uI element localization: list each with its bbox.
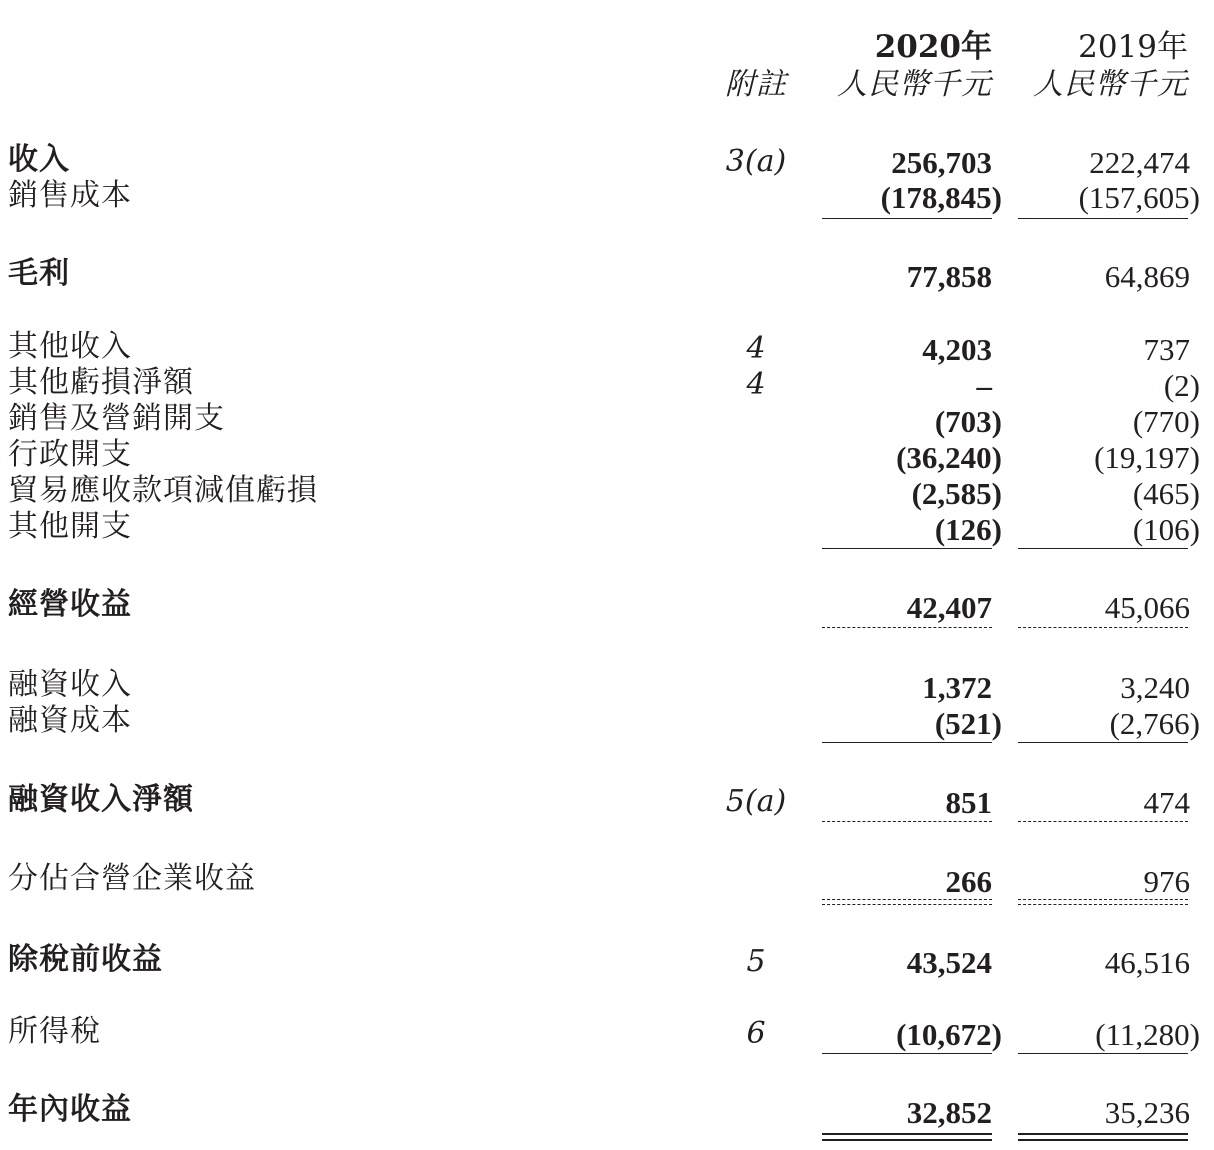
- row-2019-admin-expenses: (19,197): [1094, 440, 1200, 475]
- row-2019-selling-marketing: (770): [1132, 404, 1200, 439]
- rule-dashed-double: [1018, 904, 1188, 905]
- row-label-cost-of-sales: 銷售成本: [8, 178, 132, 213]
- row-note-income-tax: 6: [746, 1016, 766, 1051]
- row-2019-finance-costs: (2,766): [1109, 706, 1200, 741]
- row-2019-profit-before-tax: 46,516: [1104, 945, 1190, 980]
- rule-single: [1018, 1053, 1188, 1054]
- row-label-impairment: 貿易應收款項減值虧損: [8, 473, 318, 508]
- row-2019-revenue: 222,474: [1089, 145, 1190, 180]
- row-2019-profit-for-year: 35,236: [1104, 1095, 1190, 1130]
- row-label-income-tax: 所得稅: [8, 1014, 101, 1049]
- header-year-2020: 2020年: [874, 29, 992, 65]
- row-note-profit-before-tax: 5: [746, 944, 766, 979]
- row-2020-gross-profit: 77,858: [906, 259, 992, 294]
- row-2019-cost-of-sales: (157,605): [1078, 180, 1200, 215]
- rule-single: [822, 548, 992, 549]
- row-2020-finance-costs: (521): [934, 706, 1002, 741]
- header-currency-2019: 人民幣千元: [1033, 67, 1188, 102]
- rule-dashed-double: [822, 904, 992, 905]
- row-2020-other-net-loss: –: [976, 368, 992, 403]
- row-2019-net-finance-income: 474: [1143, 785, 1190, 820]
- row-2019-other-net-loss: (2): [1163, 368, 1200, 403]
- rule-double: [822, 1133, 992, 1135]
- rule-single: [1018, 742, 1188, 743]
- row-2019-other-income: 737: [1143, 332, 1190, 367]
- row-label-gross-profit: 毛利: [8, 256, 70, 291]
- header-year-2019: 2019年: [1078, 29, 1188, 65]
- rule-single: [1018, 548, 1188, 549]
- row-2019-finance-income: 3,240: [1120, 670, 1190, 705]
- rule-double: [1018, 1139, 1188, 1141]
- row-label-admin-expenses: 行政開支: [8, 437, 132, 472]
- row-label-net-finance-income: 融資收入淨額: [8, 782, 194, 817]
- header-currency-2020: 人民幣千元: [837, 67, 992, 102]
- row-label-selling-marketing: 銷售及營銷開支: [8, 401, 225, 436]
- row-2020-operating-profit: 42,407: [906, 590, 992, 625]
- row-note-other-income: 4: [746, 331, 766, 366]
- row-2019-operating-profit: 45,066: [1104, 590, 1190, 625]
- row-2020-impairment: (2,585): [911, 476, 1002, 511]
- row-label-profit-before-tax: 除稅前收益: [8, 942, 163, 977]
- rule-dashed-double: [1018, 899, 1188, 900]
- row-label-revenue: 收入: [8, 142, 70, 177]
- row-label-finance-income: 融資收入: [8, 667, 132, 702]
- row-2020-revenue: 256,703: [891, 145, 992, 180]
- row-2020-profit-before-tax: 43,524: [906, 945, 992, 980]
- rule-dashed: [822, 821, 992, 822]
- row-note-revenue: 3(a): [725, 144, 787, 179]
- rule-dashed-double: [822, 899, 992, 900]
- rule-dashed: [1018, 627, 1188, 628]
- rule-single: [1018, 218, 1188, 219]
- rule-double: [822, 1139, 992, 1141]
- row-2019-impairment: (465): [1132, 476, 1200, 511]
- row-2020-other-expenses: (126): [934, 512, 1002, 547]
- row-2019-share-jv: 976: [1143, 864, 1190, 899]
- row-note-net-finance-income: 5(a): [725, 784, 787, 819]
- rule-dashed: [822, 627, 992, 628]
- row-2020-finance-income: 1,372: [922, 670, 992, 705]
- row-2020-other-income: 4,203: [922, 332, 992, 367]
- row-2019-gross-profit: 64,869: [1104, 259, 1190, 294]
- row-2020-net-finance-income: 851: [945, 785, 992, 820]
- row-2020-share-jv: 266: [945, 864, 992, 899]
- row-label-other-income: 其他收入: [8, 329, 132, 364]
- header-note-label: 附註: [725, 67, 787, 102]
- row-2020-income-tax: (10,672): [896, 1017, 1002, 1052]
- rule-single: [822, 742, 992, 743]
- row-2019-other-expenses: (106): [1132, 512, 1200, 547]
- row-label-other-expenses: 其他開支: [8, 509, 132, 544]
- row-label-profit-for-year: 年內收益: [8, 1092, 132, 1127]
- rule-single: [822, 218, 992, 219]
- row-2020-admin-expenses: (36,240): [896, 440, 1002, 475]
- row-label-operating-profit: 經營收益: [8, 587, 132, 622]
- row-label-finance-costs: 融資成本: [8, 703, 132, 738]
- row-2019-income-tax: (11,280): [1095, 1017, 1200, 1052]
- row-2020-profit-for-year: 32,852: [906, 1095, 992, 1130]
- rule-single: [822, 1053, 992, 1054]
- row-2020-selling-marketing: (703): [934, 404, 1002, 439]
- row-label-share-jv: 分佔合營企業收益: [8, 861, 256, 896]
- rule-double: [1018, 1133, 1188, 1135]
- row-note-other-net-loss: 4: [746, 367, 766, 402]
- row-label-other-net-loss: 其他虧損淨額: [8, 365, 194, 400]
- row-2020-cost-of-sales: (178,845): [880, 180, 1002, 215]
- rule-dashed: [1018, 821, 1188, 822]
